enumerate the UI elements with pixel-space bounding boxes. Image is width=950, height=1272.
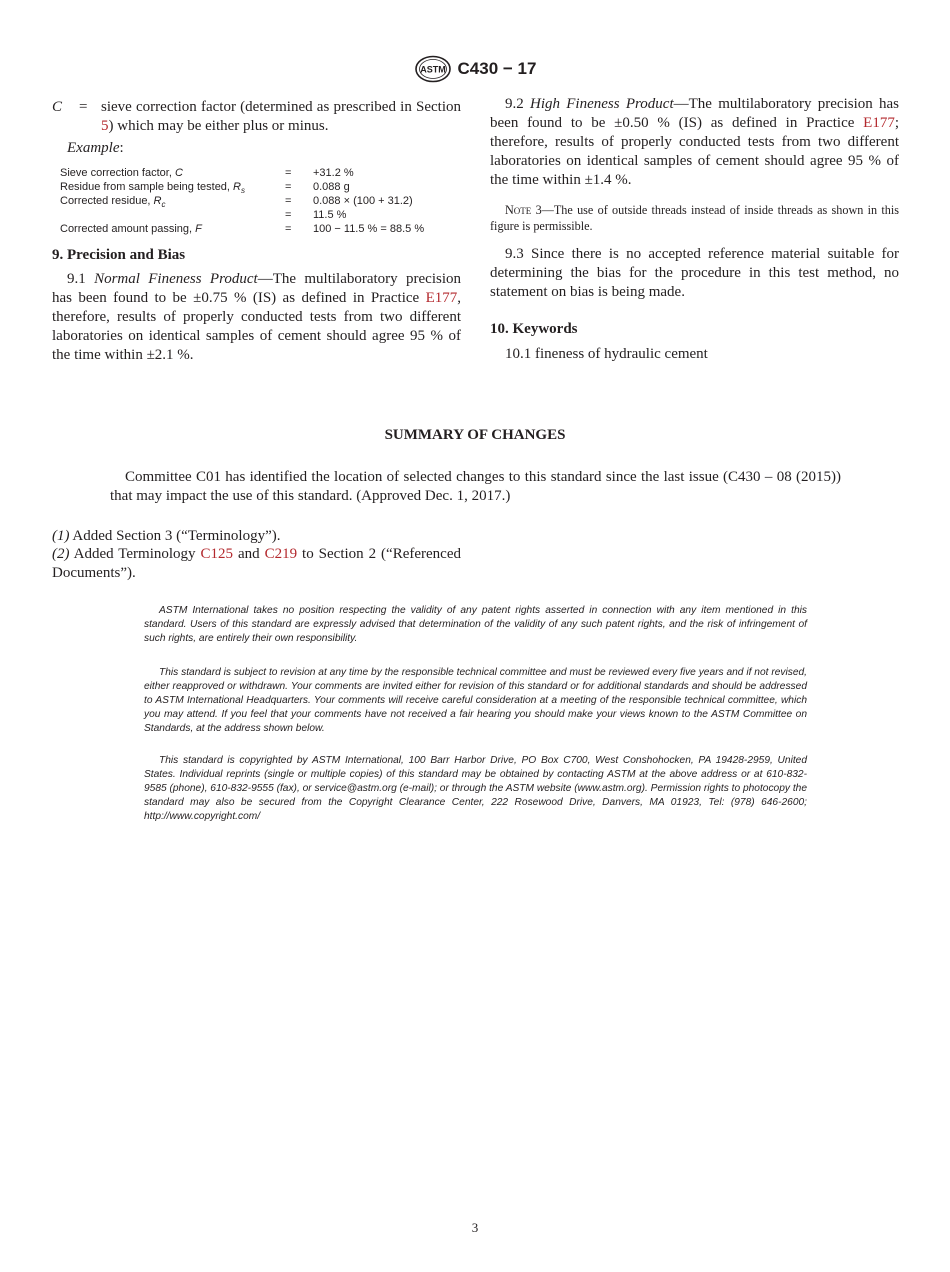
page-number: 3 [471,1220,479,1235]
paragraph-9-2: 9.2 High Fineness Product—The multilaboratory precision has been found to be ±0.50 % (IS) as defined in Practice E177; therefore, results of properly conducted tests from two different laboratories on identical samples of cement should agree 95 % of the time within ±1.4 %. [490,96,900,188]
example-label: Example: [67,140,124,156]
legal-notice-copyright: This standard is copyrighted by ASTM International, 100 Barr Harbor Drive, PO Box C700, West Conshohocken, PA 19428-2959, United States. Individual reprints (single or multiple copies) of this standard may be obtained by contacting ASTM at the above address or at 610-832-9585 (phone), 610-832-9555 (fax), or service@astm.org (e-mail); or through the ASTM website (www.astm.org). Permission rights to photocopy the standard may also be secured from the Copyright Clearance Center, 222 Rosewood Drive, Danvers, MA 01923, Tel: (978) 646-2600; http://www.copyright.com/ [144,755,807,822]
paragraph-10-1: 10.1 fineness of hydraulic cement [505,346,708,362]
section-heading: 10. Keywords [490,321,578,337]
variable-description: sieve correction factor (determined as prescribed in Section 5) which may be either plus or minus. [101,99,461,134]
legal-notice-revision: This standard is subject to revision at any time by the responsible technical committee and must be reviewed every five years and if not revised, either reapproved or withdrawn. Your comments are invited either for revision of this standard or for additional standards and should be addressed to ASTM International Headquarters. Your comments will receive careful consideration at a meeting of the responsible technical committee, which you may attend. If you feel that your comments have not received a fair hearing you should make your views known to the ASTM Committee on Standards, at the address shown below. [144,667,807,734]
variable-symbol: C [52,99,63,115]
reference-link[interactable]: E177 [425,290,458,306]
paragraph-9-1: 9.1 Normal Fineness Product—The multilaboratory precision has been found to be ±0.75 % (IS) as defined in Practice E177, therefore, results of properly conducted tests from two different laboratories on identical samples of cement should agree 95 % of the time within ±2.1 %. [52,271,461,363]
reference-link[interactable]: E177 [863,115,895,131]
variable-definition [52,98,461,136]
equals-sign: = [79,99,88,115]
summary-title: SUMMARY OF CHANGES [384,427,566,443]
example-row: = 11.5 % [285,209,347,221]
example-row: Corrected residue, $R_c$ = 0.088 × (100 + 31.2) [60,195,413,210]
change-item: (2) Added Terminology C125 and C219 to Section 2 (“Referenced Documents”). [52,546,461,581]
legal-notice-patent: ASTM International takes no position respecting the validity of any patent rights asserted in connection with any item mentioned in this standard. Users of this standard are expressly advised that determination of the validity of any such patent rights, and the risk of infringement of such rights, are entirely their own responsibility. [144,605,807,644]
summary-paragraph: Committee C01 has identified the location of selected changes to this standard since the last issue (C430 – 08 (2015)) that may impact the use of this standard. (Approved Dec. 1, 2017.) [110,469,841,504]
change-item: (1) Added Section 3 (“Terminology”). [52,528,281,544]
note: Note 3—The use of outside threads instead of inside threads as shown in this figure is permissible. [490,203,899,233]
astm-logo-icon [414,55,452,83]
section-link[interactable]: 5 [101,118,109,134]
example-row: Sieve correction factor, C = +31.2 % [60,167,354,179]
page-header [0,56,950,82]
logo-text: ASTM [419,64,446,75]
section-heading: 9. Precision and Bias [52,247,186,263]
document-designation: C430 − 17 [457,59,537,78]
example-row: Residue from sample being tested, $R_s$ = 0.088 g [60,181,350,196]
example-row: Corrected amount passing, F = 100 − 11.5 % = 88.5 % [60,223,425,235]
paragraph-9-3: 9.3 Since there is no accepted reference material suitable for determining the bias for the procedure in this test method, no statement on bias is being made. [490,246,899,300]
reference-link[interactable]: C125 [200,546,234,562]
reference-link[interactable]: C219 [264,546,298,562]
